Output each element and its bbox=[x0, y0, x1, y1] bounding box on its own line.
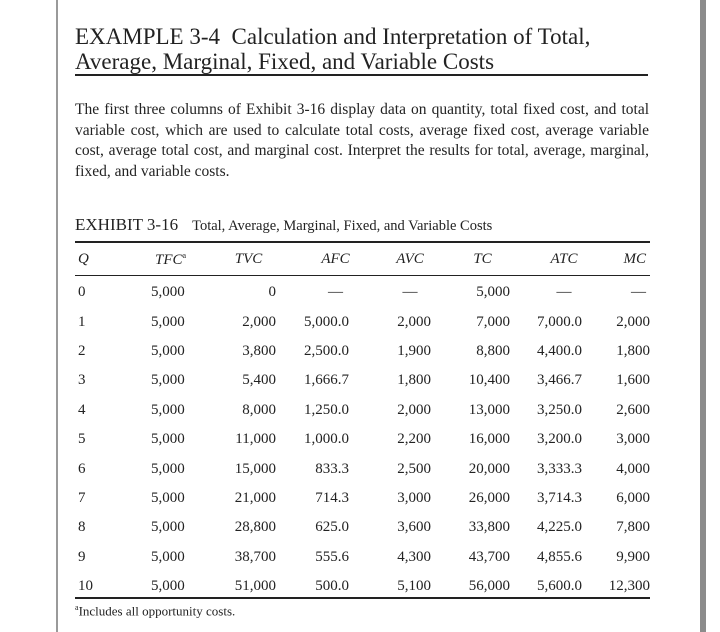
cell-mc: 12,300 bbox=[608, 578, 650, 595]
cell-avc: 2,000 bbox=[397, 401, 431, 418]
cell-tfc: 5,000 bbox=[151, 548, 185, 565]
cell-afc: — bbox=[328, 284, 343, 301]
title-rule bbox=[75, 74, 648, 76]
exhibit-title: Total, Average, Marginal, Fixed, and Variable Costs bbox=[192, 218, 493, 234]
cell-atc: 3,250.0 bbox=[537, 401, 582, 418]
cell-tvc: 5,400 bbox=[242, 372, 276, 389]
cell-q: 2 bbox=[78, 342, 86, 359]
header-tfc-footnote-mark: a bbox=[182, 250, 187, 260]
cell-tc: 43,700 bbox=[468, 548, 510, 565]
cell-avc: — bbox=[402, 284, 418, 301]
cell-atc: 7,000.0 bbox=[537, 313, 582, 330]
cell-tfc: 5,000 bbox=[151, 401, 185, 418]
cell-mc: — bbox=[631, 284, 646, 301]
table-row bbox=[75, 484, 650, 513]
footnote-text: Includes all opportunity costs. bbox=[78, 603, 236, 619]
example-title-line2: Average, Marginal, Fixed, and Variable Costs bbox=[75, 49, 495, 74]
cell-tc: 8,800 bbox=[476, 342, 510, 359]
cell-tc: 13,000 bbox=[468, 401, 510, 418]
cell-mc: 2,600 bbox=[616, 401, 650, 418]
cell-avc: 1,800 bbox=[397, 372, 431, 389]
cell-tfc: 5,000 bbox=[151, 460, 185, 477]
header-q: Q bbox=[78, 251, 89, 267]
cell-afc: 2,500.0 bbox=[304, 342, 349, 359]
header-tc: TC bbox=[473, 251, 492, 267]
cell-atc: 3,200.0 bbox=[537, 431, 582, 448]
cell-q: 9 bbox=[78, 548, 86, 565]
table-row bbox=[75, 454, 650, 483]
table-row bbox=[75, 307, 650, 336]
cell-q: 3 bbox=[78, 372, 86, 389]
cell-mc: 9,900 bbox=[616, 548, 650, 565]
cell-tfc: 5,000 bbox=[151, 578, 185, 595]
cell-atc: — bbox=[556, 284, 572, 301]
cell-q: 7 bbox=[78, 489, 86, 506]
header-tvc: TVC bbox=[234, 251, 263, 267]
header-tfc bbox=[99, 244, 203, 275]
example-title bbox=[75, 24, 650, 74]
cell-avc: 3,000 bbox=[397, 489, 431, 506]
cell-mc: 4,000 bbox=[616, 460, 650, 477]
cell-tc: 7,000 bbox=[476, 313, 510, 330]
cost-table bbox=[75, 244, 650, 601]
header-mc: MC bbox=[623, 251, 646, 267]
table-row bbox=[75, 337, 650, 366]
cell-q: 4 bbox=[78, 401, 86, 418]
cell-tvc: 51,000 bbox=[234, 578, 276, 595]
cell-avc: 3,600 bbox=[397, 519, 431, 536]
cell-tvc: 2,000 bbox=[242, 313, 276, 330]
cell-tvc: 8,000 bbox=[242, 401, 276, 418]
footnote-mark: a bbox=[75, 603, 79, 612]
cell-atc: 3,714.3 bbox=[537, 489, 582, 506]
cell-afc: 714.3 bbox=[315, 489, 349, 506]
cell-tc: 16,000 bbox=[468, 431, 510, 448]
cell-avc: 4,300 bbox=[397, 548, 431, 565]
cell-atc: 5,600.0 bbox=[537, 578, 582, 595]
header-atc: ATC bbox=[550, 251, 578, 267]
cell-tvc: 3,800 bbox=[242, 342, 276, 359]
cell-mc: 7,800 bbox=[616, 519, 650, 536]
cell-tfc: 5,000 bbox=[151, 284, 185, 301]
table-row bbox=[75, 396, 650, 425]
cell-tfc: 5,000 bbox=[151, 342, 185, 359]
cell-afc: 500.0 bbox=[315, 578, 349, 595]
example-title-line1: EXAMPLE 3-4 Calculation and Interpretation of Total, bbox=[75, 24, 591, 49]
cell-afc: 1,250.0 bbox=[304, 401, 349, 418]
cell-tfc: 5,000 bbox=[151, 313, 185, 330]
exhibit-number: EXHIBIT 3-16 bbox=[75, 215, 179, 234]
cell-q: 8 bbox=[78, 519, 86, 536]
cell-tc: 56,000 bbox=[468, 578, 510, 595]
cell-tfc: 5,000 bbox=[151, 489, 185, 506]
cell-q: 10 bbox=[78, 578, 93, 595]
cell-afc: 1,000.0 bbox=[304, 431, 349, 448]
cell-atc: 3,333.3 bbox=[537, 460, 582, 477]
table-row bbox=[75, 543, 650, 572]
cell-mc: 1,800 bbox=[616, 342, 650, 359]
cell-tfc: 5,000 bbox=[151, 431, 185, 448]
exhibit-caption bbox=[75, 215, 649, 235]
table-row bbox=[75, 513, 650, 542]
intro-paragraph: The first three columns of Exhibit 3-16 display data on quantity, total fixed cost, and total variable cost, which are used to calculate total costs, average fixed cost, average variable cost, average total cost, and marginal cost. Interpret the results for total, average, marginal, fixed, and variable costs. bbox=[75, 101, 649, 180]
table-row bbox=[75, 366, 650, 395]
cell-avc: 1,900 bbox=[397, 342, 431, 359]
table-top-rule bbox=[75, 241, 650, 243]
cell-tfc: 5,000 bbox=[151, 519, 185, 536]
cell-avc: 2,500 bbox=[397, 460, 431, 477]
cell-avc: 5,100 bbox=[397, 578, 431, 595]
table-header-row bbox=[75, 244, 650, 275]
cell-tc: 33,800 bbox=[468, 519, 510, 536]
table-footnote bbox=[75, 603, 235, 619]
cell-tvc: 0 bbox=[268, 284, 276, 301]
cell-tvc: 15,000 bbox=[234, 460, 276, 477]
cell-mc: 2,000 bbox=[616, 313, 650, 330]
cell-q: 0 bbox=[78, 284, 86, 301]
cell-atc: 3,466.7 bbox=[537, 372, 582, 389]
cell-tc: 5,000 bbox=[476, 284, 510, 301]
cell-tc: 10,400 bbox=[468, 372, 510, 389]
cell-atc: 4,855.6 bbox=[537, 548, 582, 565]
cell-afc: 5,000.0 bbox=[304, 313, 349, 330]
table-row bbox=[75, 425, 650, 454]
cell-tvc: 38,700 bbox=[234, 548, 276, 565]
cell-afc: 1,666.7 bbox=[304, 372, 349, 389]
cell-avc: 2,200 bbox=[397, 431, 431, 448]
page-frame-left bbox=[56, 0, 58, 632]
cell-q: 6 bbox=[78, 460, 86, 477]
cell-mc: 1,600 bbox=[616, 372, 650, 389]
cell-tc: 26,000 bbox=[468, 489, 510, 506]
cell-mc: 3,000 bbox=[616, 431, 650, 448]
cell-tc: 20,000 bbox=[468, 460, 510, 477]
cell-atc: 4,400.0 bbox=[537, 342, 582, 359]
cell-tvc: 28,800 bbox=[234, 519, 276, 536]
table-row bbox=[75, 572, 650, 601]
cell-afc: 833.3 bbox=[315, 460, 349, 477]
header-tfc-label: TFC bbox=[155, 251, 183, 268]
cell-atc: 4,225.0 bbox=[537, 519, 582, 536]
cell-tvc: 21,000 bbox=[234, 489, 276, 506]
cell-tvc: 11,000 bbox=[235, 431, 276, 448]
cell-afc: 625.0 bbox=[315, 519, 349, 536]
header-avc: AVC bbox=[396, 251, 424, 267]
cell-q: 5 bbox=[78, 431, 86, 448]
cell-q: 1 bbox=[78, 313, 86, 330]
cell-mc: 6,000 bbox=[616, 489, 650, 506]
header-afc: AFC bbox=[321, 251, 350, 267]
table-row bbox=[75, 275, 650, 307]
cell-avc: 2,000 bbox=[397, 313, 431, 330]
cell-afc: 555.6 bbox=[315, 548, 349, 565]
page-frame-right bbox=[700, 0, 706, 632]
cell-tfc: 5,000 bbox=[151, 372, 185, 389]
